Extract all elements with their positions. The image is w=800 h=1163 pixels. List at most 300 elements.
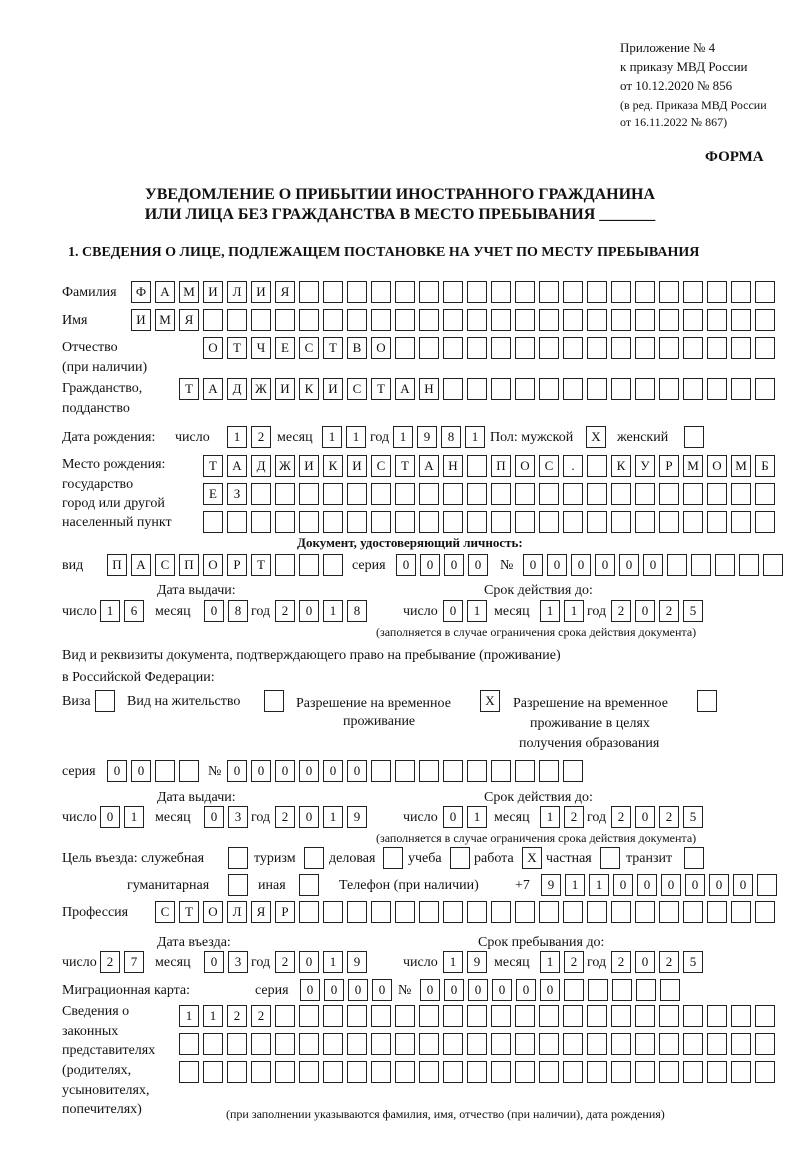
input-cell[interactable] — [491, 483, 511, 505]
input-cell[interactable] — [683, 337, 703, 359]
input-cell[interactable] — [731, 281, 751, 303]
input-cell[interactable] — [443, 1061, 463, 1083]
input-cell[interactable] — [731, 309, 751, 331]
input-cell[interactable] — [659, 1061, 679, 1083]
input-cell[interactable] — [684, 847, 704, 869]
input-cell[interactable] — [304, 847, 324, 869]
input-cell[interactable] — [515, 281, 535, 303]
input-cell[interactable] — [227, 309, 247, 331]
input-cell[interactable] — [539, 483, 559, 505]
input-cell[interactable] — [467, 760, 487, 782]
input-cell[interactable] — [563, 511, 583, 533]
input-cell[interactable]: 0 — [637, 874, 657, 896]
input-cell[interactable] — [539, 1061, 559, 1083]
input-cell[interactable] — [491, 1061, 511, 1083]
input-cell[interactable]: 0 — [324, 979, 344, 1001]
input-cell[interactable] — [587, 378, 607, 400]
input-cell[interactable] — [659, 337, 679, 359]
input-cell[interactable]: 1 — [540, 951, 560, 973]
input-cell[interactable]: В — [347, 337, 367, 359]
input-cell[interactable]: П — [179, 554, 199, 576]
input-cell[interactable] — [635, 337, 655, 359]
input-cell[interactable]: 2 — [227, 1005, 247, 1027]
input-cell[interactable]: 0 — [420, 979, 440, 1001]
input-cell[interactable] — [347, 901, 367, 923]
input-cell[interactable] — [347, 309, 367, 331]
input-cell[interactable]: 0 — [523, 554, 543, 576]
input-cell[interactable]: Т — [203, 455, 223, 477]
input-cell[interactable]: Ч — [251, 337, 271, 359]
input-cell[interactable] — [659, 901, 679, 923]
input-cell[interactable]: 8 — [347, 600, 367, 622]
input-cell[interactable] — [683, 1061, 703, 1083]
input-cell[interactable] — [563, 337, 583, 359]
input-cell[interactable]: П — [491, 455, 511, 477]
input-cell[interactable] — [659, 1033, 679, 1055]
input-cell[interactable]: 5 — [683, 600, 703, 622]
input-cell[interactable]: Д — [251, 455, 271, 477]
input-cell[interactable]: 0 — [635, 600, 655, 622]
input-cell[interactable] — [371, 511, 391, 533]
input-cell[interactable] — [612, 979, 632, 1001]
input-cell[interactable] — [667, 554, 687, 576]
input-cell[interactable] — [683, 1005, 703, 1027]
input-cell[interactable]: О — [203, 337, 223, 359]
input-cell[interactable] — [275, 1005, 295, 1027]
input-cell[interactable] — [395, 1033, 415, 1055]
input-cell[interactable]: Л — [227, 901, 247, 923]
input-cell[interactable] — [395, 1061, 415, 1083]
input-cell[interactable] — [443, 281, 463, 303]
input-cell[interactable] — [635, 1033, 655, 1055]
input-cell[interactable] — [419, 1061, 439, 1083]
input-cell[interactable]: 1 — [346, 426, 366, 448]
input-cell[interactable]: 2 — [275, 951, 295, 973]
input-cell[interactable] — [635, 309, 655, 331]
input-cell[interactable] — [467, 309, 487, 331]
input-cell[interactable] — [683, 511, 703, 533]
input-cell[interactable] — [371, 901, 391, 923]
input-cell[interactable]: 2 — [611, 806, 631, 828]
input-cell[interactable]: И — [251, 281, 271, 303]
input-cell[interactable]: 1 — [467, 806, 487, 828]
input-cell[interactable]: 2 — [564, 806, 584, 828]
input-cell[interactable] — [395, 309, 415, 331]
input-cell[interactable] — [275, 483, 295, 505]
input-cell[interactable] — [755, 309, 775, 331]
input-cell[interactable]: Я — [275, 281, 295, 303]
input-cell[interactable] — [419, 281, 439, 303]
input-cell[interactable]: 0 — [468, 979, 488, 1001]
input-cell[interactable] — [299, 1061, 319, 1083]
input-cell[interactable]: 9 — [541, 874, 561, 896]
input-cell[interactable] — [755, 1033, 775, 1055]
input-cell[interactable]: И — [323, 378, 343, 400]
input-cell[interactable] — [299, 554, 319, 576]
input-cell[interactable]: 0 — [571, 554, 591, 576]
input-cell[interactable]: 9 — [347, 951, 367, 973]
input-cell[interactable] — [228, 874, 248, 896]
input-cell[interactable] — [515, 309, 535, 331]
input-cell[interactable] — [635, 378, 655, 400]
input-cell[interactable] — [323, 1061, 343, 1083]
input-cell[interactable] — [755, 281, 775, 303]
input-cell[interactable]: 0 — [204, 951, 224, 973]
input-cell[interactable] — [707, 1061, 727, 1083]
input-cell[interactable]: 1 — [124, 806, 144, 828]
input-cell[interactable]: 0 — [547, 554, 567, 576]
input-cell[interactable]: . — [563, 455, 583, 477]
input-cell[interactable] — [659, 483, 679, 505]
input-cell[interactable]: 0 — [323, 760, 343, 782]
input-cell[interactable] — [611, 378, 631, 400]
input-cell[interactable]: М — [731, 455, 751, 477]
input-cell[interactable]: К — [611, 455, 631, 477]
input-cell[interactable]: 8 — [441, 426, 461, 448]
input-cell[interactable]: 0 — [444, 554, 464, 576]
input-cell[interactable]: 0 — [635, 951, 655, 973]
input-cell[interactable]: 0 — [685, 874, 705, 896]
input-cell[interactable]: 1 — [465, 426, 485, 448]
input-cell[interactable]: С — [371, 455, 391, 477]
input-cell[interactable] — [323, 281, 343, 303]
input-cell[interactable]: О — [203, 901, 223, 923]
input-cell[interactable] — [611, 901, 631, 923]
input-cell[interactable]: 0 — [204, 806, 224, 828]
input-cell[interactable] — [539, 1005, 559, 1027]
input-cell[interactable] — [635, 281, 655, 303]
input-cell[interactable] — [587, 309, 607, 331]
input-cell[interactable] — [467, 281, 487, 303]
input-cell[interactable] — [371, 483, 391, 505]
input-cell[interactable] — [491, 901, 511, 923]
input-cell[interactable] — [347, 483, 367, 505]
input-cell[interactable] — [491, 378, 511, 400]
input-cell[interactable] — [419, 901, 439, 923]
input-cell[interactable]: 2 — [564, 951, 584, 973]
input-cell[interactable] — [515, 378, 535, 400]
input-cell[interactable]: 1 — [100, 600, 120, 622]
input-cell[interactable] — [587, 1005, 607, 1027]
input-cell[interactable] — [395, 337, 415, 359]
input-cell[interactable] — [203, 309, 223, 331]
input-cell[interactable]: 0 — [540, 979, 560, 1001]
input-cell[interactable] — [755, 1061, 775, 1083]
input-cell[interactable]: 1 — [323, 806, 343, 828]
input-cell[interactable]: 9 — [467, 951, 487, 973]
input-cell[interactable]: Н — [419, 378, 439, 400]
input-cell[interactable] — [299, 309, 319, 331]
input-cell[interactable]: С — [155, 901, 175, 923]
input-cell[interactable]: 0 — [468, 554, 488, 576]
input-cell[interactable] — [155, 760, 175, 782]
input-cell[interactable] — [443, 378, 463, 400]
input-cell[interactable] — [611, 511, 631, 533]
input-cell[interactable] — [347, 1061, 367, 1083]
input-cell[interactable] — [299, 1005, 319, 1027]
input-cell[interactable]: О — [371, 337, 391, 359]
input-cell[interactable]: М — [179, 281, 199, 303]
input-cell[interactable] — [251, 309, 271, 331]
input-cell[interactable]: Л — [227, 281, 247, 303]
input-cell[interactable]: Т — [395, 455, 415, 477]
input-cell[interactable]: У — [635, 455, 655, 477]
input-cell[interactable]: К — [323, 455, 343, 477]
input-cell[interactable]: 1 — [565, 874, 585, 896]
input-cell[interactable]: 3 — [228, 951, 248, 973]
input-cell[interactable]: 0 — [347, 760, 367, 782]
input-cell[interactable]: И — [299, 455, 319, 477]
input-cell[interactable]: 0 — [131, 760, 151, 782]
input-cell[interactable] — [395, 483, 415, 505]
input-cell[interactable] — [539, 309, 559, 331]
input-cell[interactable] — [600, 847, 620, 869]
input-cell[interactable] — [299, 1033, 319, 1055]
input-cell[interactable] — [491, 281, 511, 303]
input-cell[interactable] — [203, 1033, 223, 1055]
input-cell[interactable] — [491, 309, 511, 331]
input-cell[interactable] — [299, 874, 319, 896]
input-cell[interactable]: X — [586, 426, 606, 448]
input-cell[interactable]: Т — [179, 901, 199, 923]
input-cell[interactable]: Я — [179, 309, 199, 331]
input-cell[interactable] — [467, 1005, 487, 1027]
input-cell[interactable] — [755, 901, 775, 923]
input-cell[interactable] — [443, 483, 463, 505]
input-cell[interactable]: Д — [227, 378, 247, 400]
input-cell[interactable] — [395, 281, 415, 303]
input-cell[interactable] — [683, 281, 703, 303]
input-cell[interactable] — [697, 690, 717, 712]
input-cell[interactable]: 0 — [619, 554, 639, 576]
input-cell[interactable]: Е — [275, 337, 295, 359]
input-cell[interactable] — [395, 511, 415, 533]
input-cell[interactable] — [395, 1005, 415, 1027]
input-cell[interactable]: 0 — [204, 600, 224, 622]
input-cell[interactable]: 2 — [100, 951, 120, 973]
input-cell[interactable] — [323, 483, 343, 505]
input-cell[interactable]: 2 — [275, 806, 295, 828]
input-cell[interactable] — [611, 337, 631, 359]
input-cell[interactable] — [467, 901, 487, 923]
input-cell[interactable] — [251, 511, 271, 533]
input-cell[interactable]: 0 — [733, 874, 753, 896]
input-cell[interactable]: А — [419, 455, 439, 477]
input-cell[interactable] — [467, 455, 487, 477]
input-cell[interactable] — [467, 483, 487, 505]
input-cell[interactable]: 0 — [275, 760, 295, 782]
input-cell[interactable] — [323, 309, 343, 331]
input-cell[interactable] — [251, 483, 271, 505]
input-cell[interactable]: 0 — [635, 806, 655, 828]
input-cell[interactable] — [347, 511, 367, 533]
input-cell[interactable]: С — [299, 337, 319, 359]
input-cell[interactable] — [659, 511, 679, 533]
input-cell[interactable]: 1 — [589, 874, 609, 896]
input-cell[interactable]: Т — [323, 337, 343, 359]
input-cell[interactable] — [587, 337, 607, 359]
input-cell[interactable] — [611, 281, 631, 303]
input-cell[interactable] — [587, 1033, 607, 1055]
input-cell[interactable] — [515, 1005, 535, 1027]
input-cell[interactable] — [660, 979, 680, 1001]
input-cell[interactable] — [251, 1033, 271, 1055]
input-cell[interactable] — [539, 1033, 559, 1055]
input-cell[interactable]: 9 — [417, 426, 437, 448]
input-cell[interactable] — [515, 1061, 535, 1083]
input-cell[interactable] — [763, 554, 783, 576]
input-cell[interactable] — [371, 1033, 391, 1055]
input-cell[interactable]: 0 — [613, 874, 633, 896]
input-cell[interactable]: 0 — [709, 874, 729, 896]
input-cell[interactable] — [299, 511, 319, 533]
input-cell[interactable] — [443, 511, 463, 533]
input-cell[interactable] — [635, 901, 655, 923]
input-cell[interactable] — [739, 554, 759, 576]
input-cell[interactable]: Т — [179, 378, 199, 400]
input-cell[interactable] — [588, 979, 608, 1001]
input-cell[interactable] — [227, 1061, 247, 1083]
input-cell[interactable]: Р — [275, 901, 295, 923]
input-cell[interactable]: 2 — [611, 951, 631, 973]
input-cell[interactable] — [611, 1061, 631, 1083]
input-cell[interactable] — [467, 337, 487, 359]
input-cell[interactable]: 0 — [299, 760, 319, 782]
input-cell[interactable] — [228, 847, 248, 869]
input-cell[interactable]: 0 — [516, 979, 536, 1001]
input-cell[interactable] — [707, 337, 727, 359]
input-cell[interactable] — [707, 901, 727, 923]
input-cell[interactable] — [731, 1061, 751, 1083]
input-cell[interactable] — [563, 1061, 583, 1083]
input-cell[interactable]: 1 — [540, 806, 560, 828]
input-cell[interactable] — [323, 1005, 343, 1027]
input-cell[interactable] — [299, 281, 319, 303]
input-cell[interactable]: 2 — [275, 600, 295, 622]
input-cell[interactable] — [587, 455, 607, 477]
input-cell[interactable] — [179, 760, 199, 782]
input-cell[interactable] — [563, 760, 583, 782]
input-cell[interactable]: 7 — [124, 951, 144, 973]
input-cell[interactable]: 6 — [124, 600, 144, 622]
input-cell[interactable] — [683, 901, 703, 923]
input-cell[interactable]: 0 — [595, 554, 615, 576]
input-cell[interactable] — [515, 1033, 535, 1055]
input-cell[interactable] — [299, 483, 319, 505]
input-cell[interactable] — [707, 1033, 727, 1055]
input-cell[interactable] — [684, 426, 704, 448]
input-cell[interactable] — [707, 511, 727, 533]
input-cell[interactable] — [491, 1033, 511, 1055]
input-cell[interactable]: 0 — [299, 806, 319, 828]
input-cell[interactable] — [275, 309, 295, 331]
input-cell[interactable] — [419, 1033, 439, 1055]
input-cell[interactable] — [419, 309, 439, 331]
input-cell[interactable]: А — [155, 281, 175, 303]
input-cell[interactable]: П — [107, 554, 127, 576]
input-cell[interactable] — [707, 281, 727, 303]
input-cell[interactable] — [299, 901, 319, 923]
input-cell[interactable] — [731, 1005, 751, 1027]
input-cell[interactable]: А — [227, 455, 247, 477]
input-cell[interactable]: Т — [251, 554, 271, 576]
input-cell[interactable] — [515, 511, 535, 533]
input-cell[interactable] — [755, 511, 775, 533]
input-cell[interactable] — [539, 760, 559, 782]
input-cell[interactable] — [395, 901, 415, 923]
input-cell[interactable]: 0 — [251, 760, 271, 782]
input-cell[interactable]: 0 — [661, 874, 681, 896]
input-cell[interactable]: 1 — [323, 951, 343, 973]
input-cell[interactable]: А — [395, 378, 415, 400]
input-cell[interactable] — [659, 1005, 679, 1027]
input-cell[interactable] — [467, 1061, 487, 1083]
input-cell[interactable]: Н — [443, 455, 463, 477]
input-cell[interactable] — [563, 378, 583, 400]
input-cell[interactable]: 0 — [372, 979, 392, 1001]
input-cell[interactable] — [587, 483, 607, 505]
input-cell[interactable] — [587, 281, 607, 303]
input-cell[interactable]: 5 — [683, 951, 703, 973]
input-cell[interactable] — [659, 281, 679, 303]
input-cell[interactable]: 2 — [659, 806, 679, 828]
input-cell[interactable]: З — [227, 483, 247, 505]
input-cell[interactable] — [275, 511, 295, 533]
input-cell[interactable] — [251, 1061, 271, 1083]
input-cell[interactable] — [419, 511, 439, 533]
input-cell[interactable] — [443, 1033, 463, 1055]
input-cell[interactable] — [715, 554, 735, 576]
input-cell[interactable] — [371, 1061, 391, 1083]
input-cell[interactable]: С — [539, 455, 559, 477]
input-cell[interactable]: 1 — [203, 1005, 223, 1027]
input-cell[interactable]: 1 — [540, 600, 560, 622]
input-cell[interactable] — [264, 690, 284, 712]
input-cell[interactable]: Е — [203, 483, 223, 505]
input-cell[interactable] — [371, 760, 391, 782]
input-cell[interactable] — [539, 901, 559, 923]
input-cell[interactable] — [707, 483, 727, 505]
input-cell[interactable] — [227, 1033, 247, 1055]
input-cell[interactable] — [275, 1061, 295, 1083]
input-cell[interactable]: 0 — [492, 979, 512, 1001]
input-cell[interactable] — [587, 511, 607, 533]
input-cell[interactable] — [755, 378, 775, 400]
input-cell[interactable] — [731, 337, 751, 359]
input-cell[interactable]: О — [515, 455, 535, 477]
input-cell[interactable] — [179, 1033, 199, 1055]
input-cell[interactable]: 0 — [444, 979, 464, 1001]
input-cell[interactable]: 0 — [643, 554, 663, 576]
input-cell[interactable] — [707, 378, 727, 400]
input-cell[interactable]: О — [707, 455, 727, 477]
input-cell[interactable]: 1 — [564, 600, 584, 622]
input-cell[interactable] — [683, 483, 703, 505]
input-cell[interactable] — [539, 337, 559, 359]
input-cell[interactable]: 8 — [228, 600, 248, 622]
input-cell[interactable] — [757, 874, 777, 896]
input-cell[interactable]: О — [203, 554, 223, 576]
input-cell[interactable]: Ж — [275, 455, 295, 477]
input-cell[interactable] — [683, 1033, 703, 1055]
input-cell[interactable]: Т — [371, 378, 391, 400]
input-cell[interactable] — [467, 378, 487, 400]
input-cell[interactable] — [515, 760, 535, 782]
input-cell[interactable] — [563, 281, 583, 303]
input-cell[interactable] — [419, 1005, 439, 1027]
input-cell[interactable] — [755, 1005, 775, 1027]
input-cell[interactable] — [371, 309, 391, 331]
